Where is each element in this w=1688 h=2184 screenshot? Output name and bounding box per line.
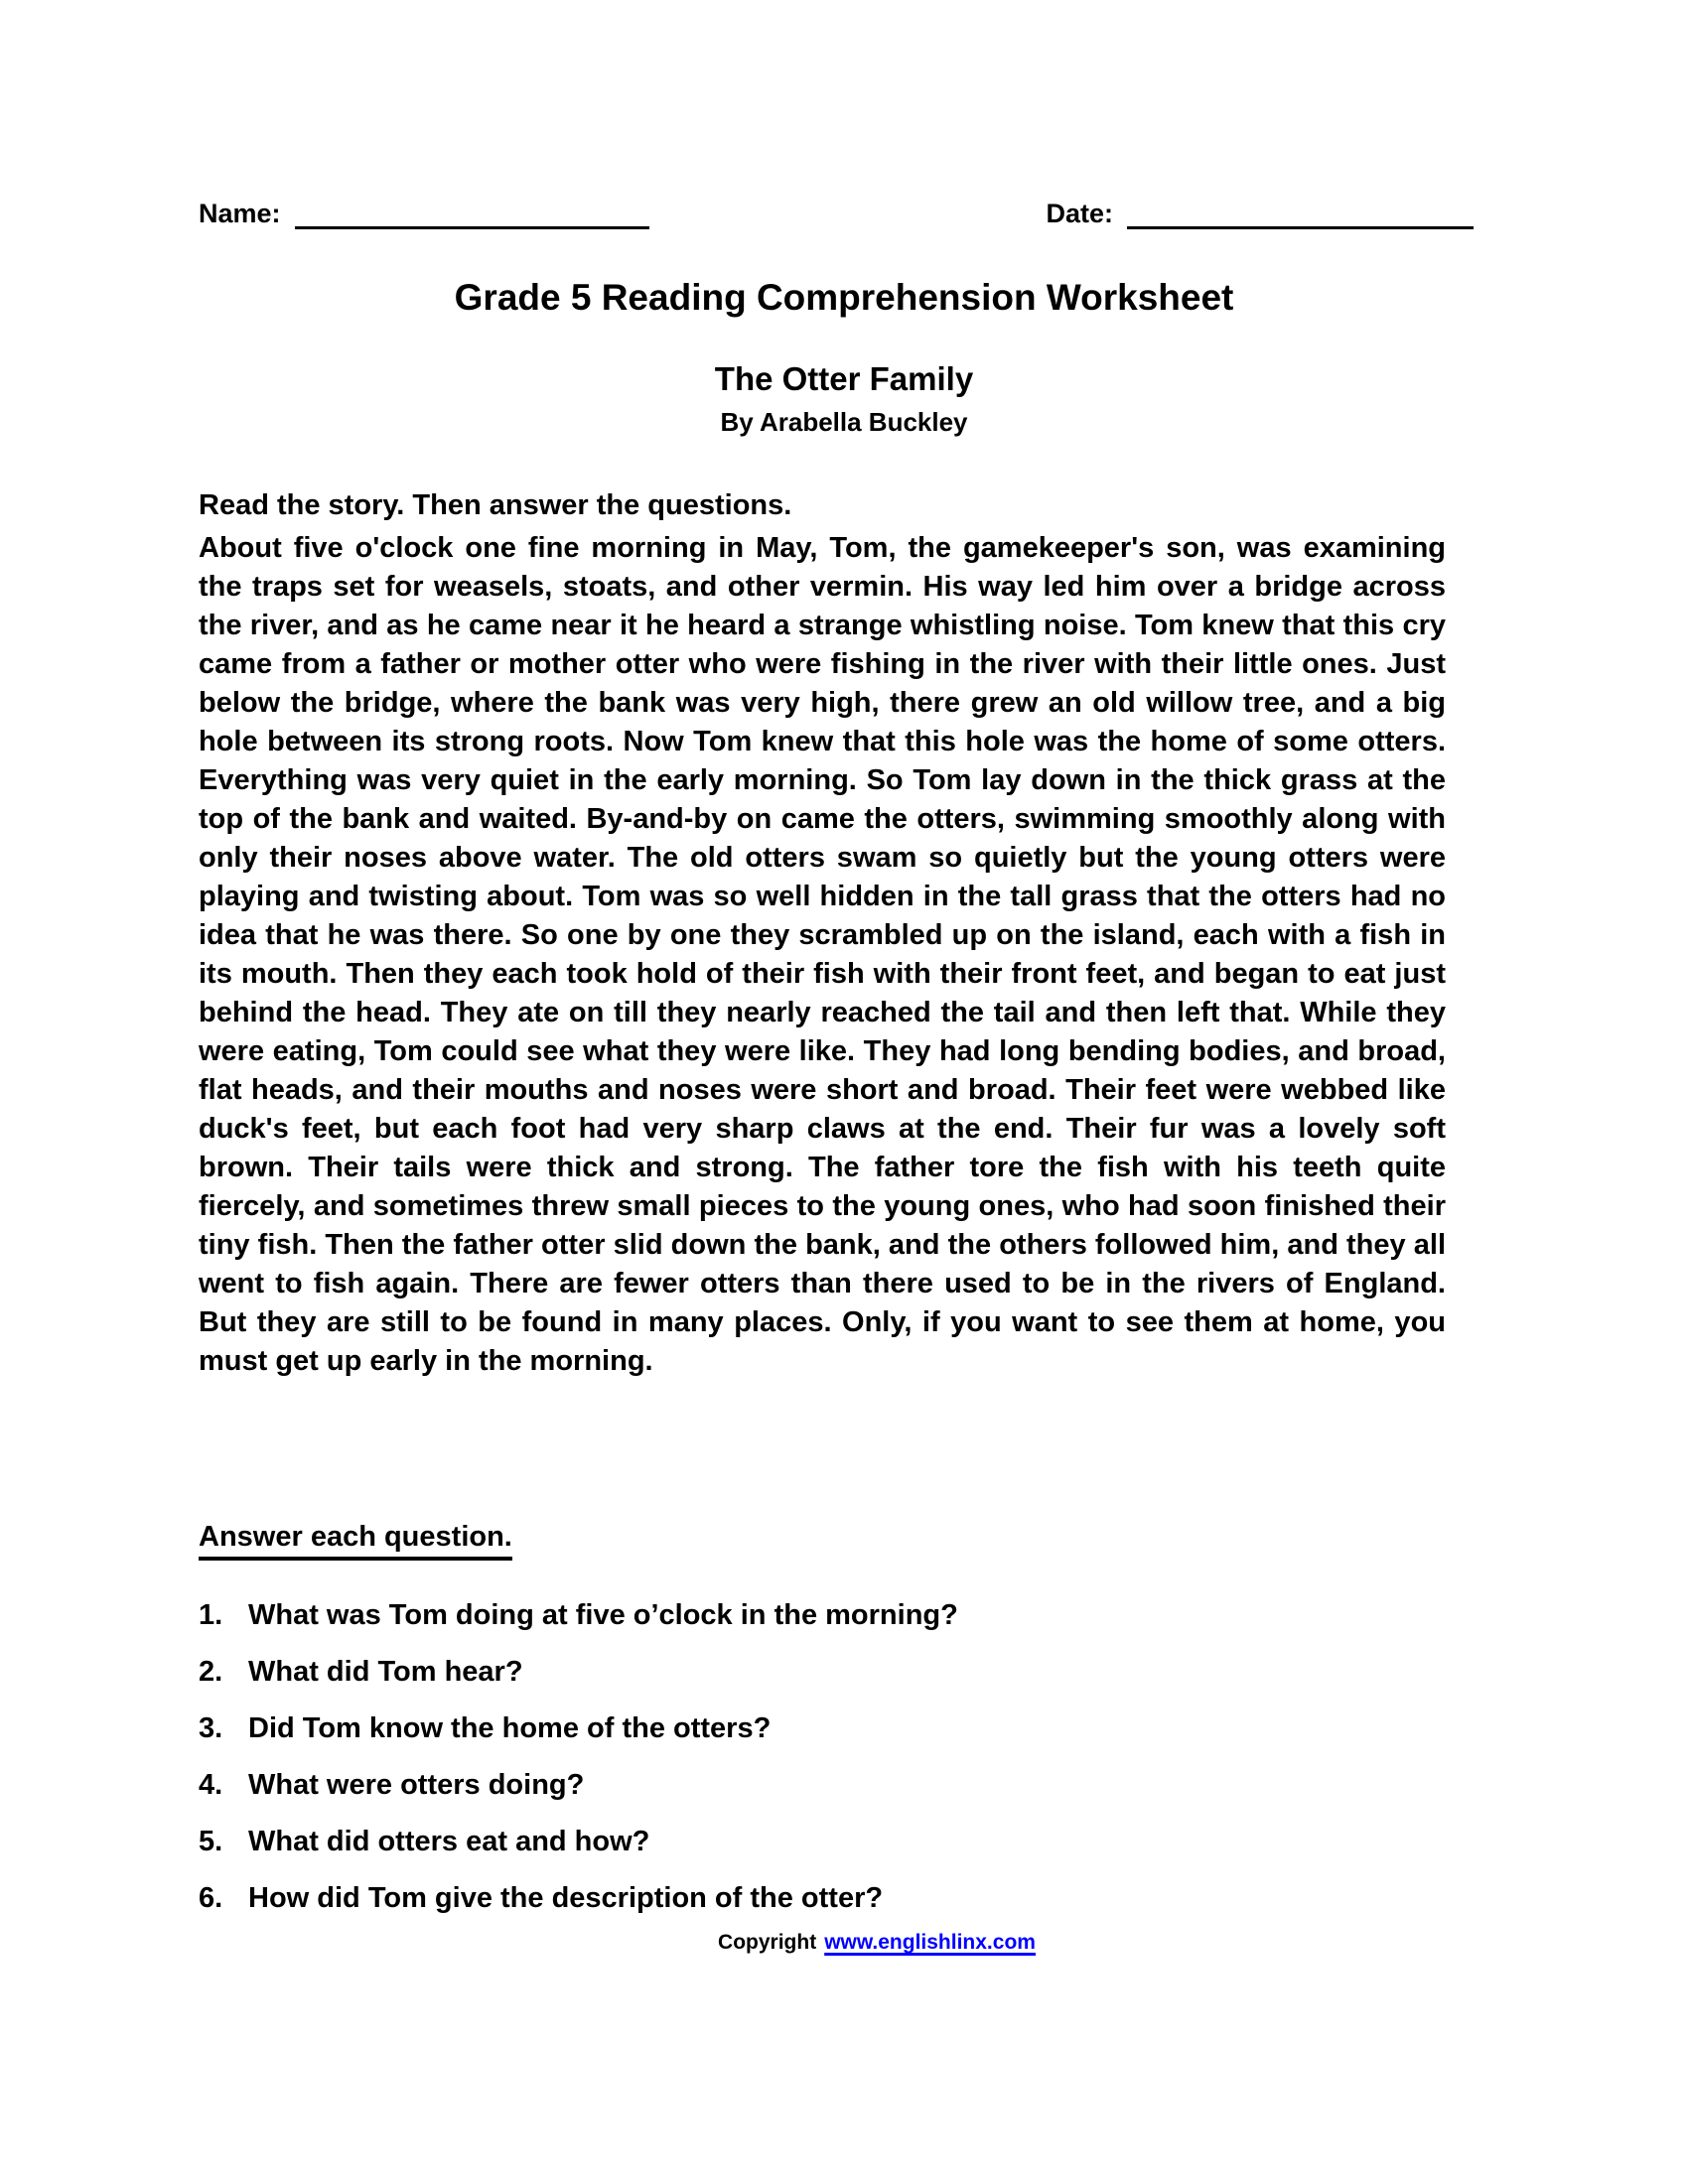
question-number: 3. [199,1712,223,1744]
question-number: 2. [199,1656,223,1688]
question-row [199,1600,1479,1631]
question-row [199,1883,1479,1914]
question-number: 1. [199,1599,223,1631]
question-number: 6. [199,1882,223,1914]
question-number: 4. [199,1769,223,1801]
question-row [199,1827,1479,1857]
date-fill-line[interactable] [1127,195,1474,229]
question-text: Did Tom know the home of the otters? [248,1712,772,1744]
worksheet-title: Grade 5 Reading Comprehension Worksheet [454,277,1234,318]
footer [0,1930,1688,1956]
question-row [199,1770,1479,1801]
date-field [1046,195,1474,229]
story-title: The Otter Family [714,360,974,397]
answer-heading-text: Answer each question. [199,1521,512,1561]
name-fill-line[interactable] [295,195,649,229]
question-text: What was Tom doing at five o’clock in the morning? [248,1599,958,1631]
question-text: What were otters doing? [248,1769,585,1801]
question-row [199,1713,1479,1744]
questions-list [199,1600,1479,1940]
question-row [199,1657,1479,1688]
question-text: How did Tom give the description of the otter? [248,1882,884,1914]
englishlinx-link[interactable]: www.englishlinx.com [824,1931,1036,1954]
name-label: Name: [199,199,281,228]
name-field [199,195,649,229]
copyright-label: Copyright [718,1931,817,1954]
instructions-text: Read the story. Then answer the questions. [199,489,792,521]
story-section [199,486,1446,1381]
byline: By Arabella Buckley [720,407,968,437]
answer-section-heading [199,1521,512,1561]
question-text: What did Tom hear? [248,1656,523,1688]
question-number: 5. [199,1826,223,1857]
question-text: What did otters eat and how? [248,1826,650,1857]
date-label: Date: [1046,199,1113,228]
story-paragraph: About five o'clock one fine morning in May, Tom, the gamekeeper's son, was examining the traps set for weasels, stoats, and other vermin. His way led him over a bridge across the river, and as he came near it he heard a strange whistling noise. Tom knew that this cry came from a father or mother otter who were fishing in the river with their little ones. Just below the bridge, where the bank was very high, there grew an old willow tree, and a big hole between its strong roots. Now Tom knew that this hole was the home of some otters. Everything was very quiet in the early morning. So Tom lay down in the thick grass at the top of the bank and waited. By-and-by on came the otters, swimming smoothly along with only their noses above water. The old otters swam so quietly but the young otters were playing and twisting about. Tom was so well hidden in the tall grass that the otters had no idea that he was there. So one by one they scrambled up on the island, each with a fish in its mouth. Then they each took hold of their fish with their front feet, and began to eat just behind the head. They ate on till they nearly reached the tail and then left that. While they were eating, Tom could see what they were like. They had long bending bodies, and broad, flat heads, and their mouths and noses were short and broad. Their feet were webbed like duck's feet, but each foot had very sharp claws at the end. Their fur was a lovely soft brown. Their tails were thick and strong. The father tore the fish with his teeth quite fiercely, and sometimes threw small pieces to the young ones, who had soon finished their tiny fish. Then the father otter slid down the bank, and the others followed him, and they all went to fish again. There are fewer otters than there used to be in the rivers of England. But they are still to be found in many places. Only, if you want to see them at home, you must get up early in the morning. [199,532,1446,1377]
header-row [199,195,1474,229]
